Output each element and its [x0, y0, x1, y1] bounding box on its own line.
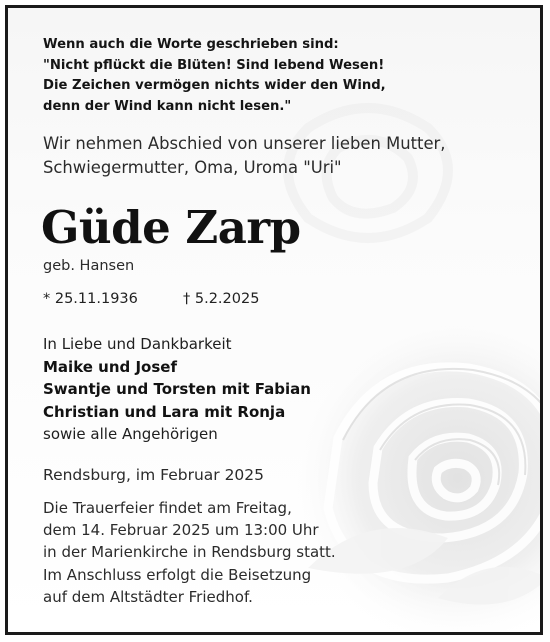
birth-date: * 25.11.1936 — [43, 291, 138, 307]
family-intro: In Liebe und Dankbarkeit — [43, 335, 232, 353]
obituary-card — [5, 5, 543, 635]
family-member: Maike und Josef — [43, 357, 177, 376]
funeral-line: Im Anschluss erfolgt die Beisetzung — [43, 565, 312, 584]
funeral-info — [43, 497, 336, 608]
intro-line: Schwiegermutter, Oma, Uroma "Uri" — [43, 158, 342, 177]
funeral-line: auf dem Altstädter Friedhof. — [43, 587, 253, 606]
funeral-line: in der Marienkirche in Rendsburg statt. — [43, 543, 336, 562]
poem-line: Die Zeichen vermögen nichts wider den Wind, — [43, 78, 386, 93]
funeral-line: dem 14. Februar 2025 um 13:00 Uhr — [43, 521, 319, 540]
family-member: Swantje und Torsten mit Fabian — [43, 380, 311, 398]
poem-line: "Nicht pflückt die Blüten! Sind lebend Wesen! — [43, 57, 385, 73]
poem-line: Wenn auch die Worte geschrieben sind: — [43, 37, 339, 52]
intro-line: Wir nehmen Abschied von unserer lieben Mutter, — [43, 134, 446, 153]
family-others: sowie alle Angehörigen — [43, 425, 218, 443]
farewell-intro — [43, 132, 446, 180]
content — [8, 8, 540, 632]
poem-line: denn der Wind kann nicht lesen." — [43, 98, 292, 114]
poem — [43, 35, 386, 117]
family-member: Christian und Lara mit Ronja — [43, 402, 286, 421]
deceased-name: Güde Zarp — [41, 201, 301, 254]
family-list — [43, 333, 311, 446]
place-date: Rendsburg, im Februar 2025 — [43, 466, 265, 484]
funeral-line: Die Trauerfeier findet am Freitag, — [43, 499, 292, 517]
birth-name: geb. Hansen — [43, 258, 135, 274]
death-date: † 5.2.2025 — [183, 291, 260, 307]
